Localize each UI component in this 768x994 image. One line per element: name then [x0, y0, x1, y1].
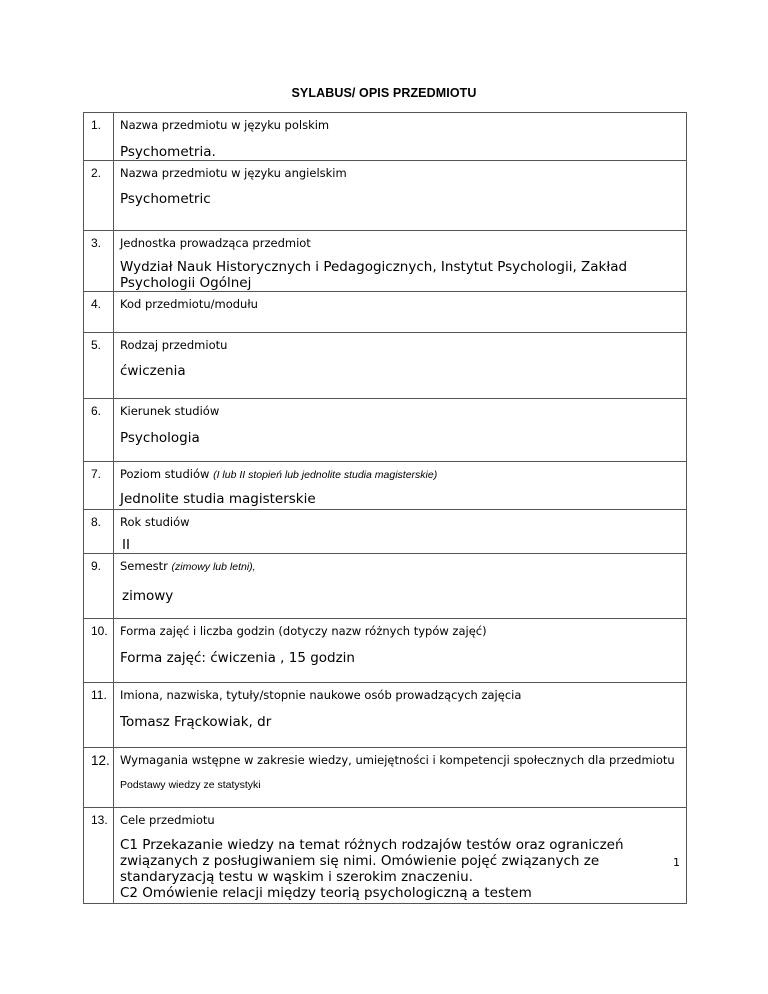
- table-row: [84, 510, 687, 554]
- row-number: 3.: [84, 231, 114, 292]
- row-value: Forma zajęć: ćwiczenia , 15 godzin: [120, 650, 355, 666]
- row-label: Forma zajęć i liczba godzin (dotyczy nazw różnych typów zajęć): [120, 624, 487, 638]
- row-number: 12.: [84, 748, 114, 808]
- row-label-note: (zimowy lub letni),: [171, 561, 256, 573]
- row-value: Tomasz Frąckowiak, dr: [120, 714, 272, 730]
- row-value: II: [122, 537, 130, 553]
- table-row: [84, 748, 687, 808]
- row-value: Wydział Nauk Historycznych i Pedagogicznych, Instytut Psychologii, Zakład Psychologii Ogólnej: [120, 259, 628, 291]
- table-row: [84, 462, 687, 510]
- table-row: [84, 808, 687, 904]
- row-value: zimowy: [122, 588, 174, 604]
- row-value: Psychometria.: [120, 144, 216, 160]
- syllabus-table: [83, 112, 687, 904]
- table-row: [84, 113, 687, 161]
- table-row: [84, 683, 687, 748]
- row-number: 2.: [84, 161, 114, 231]
- table-row: [84, 161, 687, 231]
- row-label: Rodzaj przedmiotu: [120, 338, 228, 352]
- row-label: Nazwa przedmiotu w języku polskim: [120, 118, 330, 132]
- row-label: Rok studiów: [120, 515, 190, 529]
- row-label: Poziom studiów: [120, 467, 210, 481]
- document-title: SYLABUS/ OPIS PRZEDMIOTU: [291, 86, 477, 100]
- row-value: Psychometric: [120, 191, 211, 207]
- row-number: 8.: [84, 510, 114, 554]
- table-row: [84, 554, 687, 619]
- table-row: [84, 333, 687, 399]
- row-label: Kod przedmiotu/modułu: [120, 297, 258, 311]
- row-label: Jednostka prowadząca przedmiot: [120, 236, 311, 250]
- row-number: 9.: [84, 554, 114, 619]
- table-row: [84, 399, 687, 462]
- row-number: 11.: [84, 683, 114, 748]
- row-label: Nazwa przedmiotu w języku angielskim: [120, 166, 347, 180]
- row-number: 5.: [84, 333, 114, 399]
- row-value: Podstawy wiedzy ze statystyki: [120, 779, 261, 791]
- row-number: 7.: [84, 462, 114, 510]
- table-row: [84, 619, 687, 683]
- row-label: Cele przedmiotu: [120, 813, 215, 827]
- row-value: Jednolite studia magisterskie: [120, 491, 316, 507]
- row-value: Psychologia: [120, 430, 200, 446]
- row-label: Wymagania wstępne w zakresie wiedzy, umiejętności i kompetencji społecznych dla przedmiotu: [120, 753, 675, 767]
- row-number: 10.: [84, 619, 114, 683]
- table-row: [84, 292, 687, 333]
- row-value: ćwiczenia: [120, 363, 186, 379]
- table-row: [84, 231, 687, 292]
- row-label: Kierunek studiów: [120, 404, 220, 418]
- row-label: Semestr: [120, 559, 168, 573]
- row-number: 13.: [84, 808, 114, 904]
- row-value: C1 Przekazanie wiedzy na temat różnych rodzajów testów oraz ograniczeń związanych z posługiwaniem się nimi. Omówienie pojęć związanych ze standaryzacją testu w wąskim i szerokim znaczeniu. C2 Omówienie relacji między teorią psychologiczną a testem: [120, 837, 624, 901]
- page-number: 1: [673, 856, 680, 869]
- row-label-note: (I lub II stopień lub jednolite studia magisterskie): [213, 469, 438, 481]
- row-number: 4.: [84, 292, 114, 333]
- row-number: 1.: [84, 113, 114, 161]
- row-number: 6.: [84, 399, 114, 462]
- row-label: Imiona, nazwiska, tytuły/stopnie naukowe osób prowadzących zajęcia: [120, 688, 522, 702]
